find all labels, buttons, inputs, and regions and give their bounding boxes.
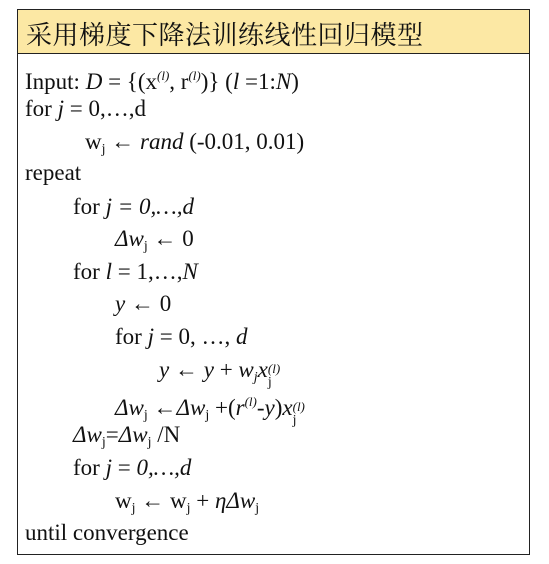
for-j-reset-line: for j = 0,…,d [73, 194, 194, 219]
input-line: Input: $D = \{(x^{(l)}$, $r^{(l)}$)} (l =1:N) [25, 68, 299, 94]
y-zero-line: y ← 0 [115, 291, 172, 316]
algorithm-box [17, 9, 530, 555]
repeat-line: repeat [25, 160, 82, 185]
for-j-update-line: for j = 0,…,d [73, 455, 192, 480]
title-bar [18, 10, 529, 54]
delta-zero-line: $\Delta w_j$ ← 0 [115, 226, 194, 254]
y-update-line: y ← $y + w_jx$ (l) j [159, 357, 281, 390]
delta-update-line: $\Delta w_j$ $\leftarrow\Delta w_j +(r^{(l)}-y)x$ (l) j [115, 394, 305, 428]
algorithm-title: 采用梯度下降法训练线性回归模型 [26, 21, 424, 51]
for-j-init-line: for j = 0,…,d [25, 96, 146, 121]
until-line: until convergence [25, 520, 189, 545]
init-weights-line: $w_j$ ← rand (-0.01, 0.01) [85, 129, 305, 157]
weight-update-line: $w_j$ ← $w_j + \eta\Delta w_j$ [115, 488, 260, 516]
delta-normalize-line: $\Delta w_j=\Delta w_j$ /N [73, 422, 181, 450]
for-l-line: for l = 1,…,N [73, 259, 198, 284]
for-j-inner-line: for j = 0, …, d [115, 324, 248, 349]
